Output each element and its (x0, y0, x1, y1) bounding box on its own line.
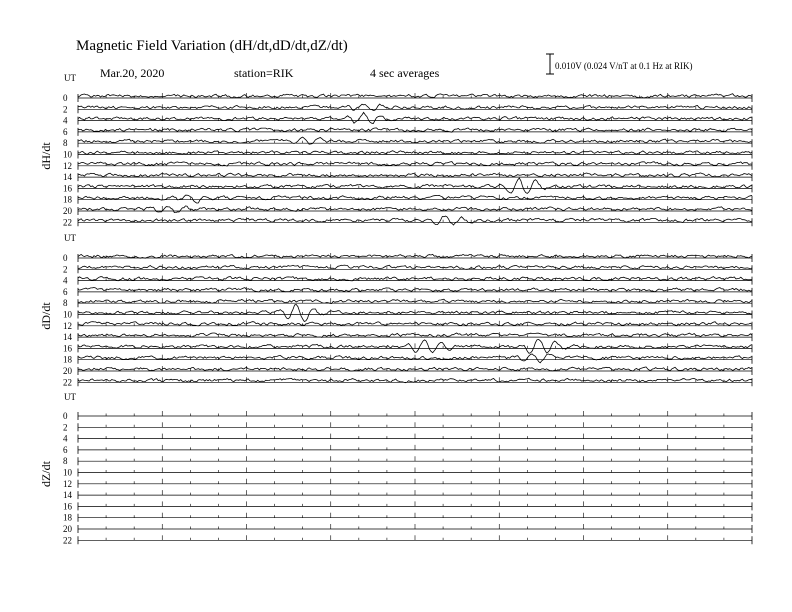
row-label-dd-10: 10 (63, 309, 72, 320)
row-label-dd-20: 20 (63, 366, 72, 376)
date-label: Mar.20, 2020 (100, 66, 165, 80)
row-label-dh-16: 16 (63, 183, 72, 194)
row-label-dz-16: 16 (63, 501, 72, 512)
row-label-dd-2: 2 (63, 264, 68, 275)
row-label-dh-10: 10 (63, 149, 72, 160)
row-label-dh-2: 2 (63, 104, 68, 115)
row-label-dd-6: 6 (63, 286, 68, 297)
row-label-dz-22: 22 (63, 535, 72, 546)
trace-dd-10 (78, 305, 752, 322)
row-label-dh-6: 6 (63, 126, 68, 137)
row-label-dz-14: 14 (63, 490, 72, 501)
row-label-dz-2: 2 (63, 422, 68, 433)
scale-bar-label: 0.010V (0.024 V/nT at 0.1 Hz at RIK) (555, 61, 693, 71)
row-label-dd-4: 4 (63, 275, 68, 286)
row-label-dz-8: 8 (63, 456, 68, 467)
row-label-dh-22: 22 (63, 217, 72, 228)
panel-label-dd: dD/dt (39, 302, 53, 330)
row-label-dh-12: 12 (63, 160, 72, 171)
row-label-dd-14: 14 (63, 332, 72, 343)
row-label-dd-16: 16 (63, 343, 72, 354)
row-label-dz-20: 20 (63, 524, 72, 534)
station-label: station=RIK (234, 66, 294, 80)
row-label-dd-22: 22 (63, 377, 72, 388)
row-label-dz-10: 10 (63, 467, 72, 478)
row-label-dh-8: 8 (63, 138, 68, 149)
panel-label-dh: dH/dt (39, 142, 53, 170)
row-label-dh-4: 4 (63, 115, 68, 126)
row-label-dd-0: 0 (63, 253, 68, 263)
row-label-dh-20: 20 (63, 206, 72, 216)
row-label-dz-18: 18 (63, 512, 72, 523)
row-label-dz-6: 6 (63, 444, 68, 455)
chart-title: Magnetic Field Variation (dH/dt,dD/dt,dZ/dt) (76, 38, 348, 54)
row-label-dz-12: 12 (63, 478, 72, 489)
row-label-dh-14: 14 (63, 172, 72, 183)
row-label-dd-18: 18 (63, 354, 72, 365)
ut-axis-label-dd: UT (64, 233, 76, 243)
ut-axis-label-dh: UT (64, 73, 76, 83)
ut-axis-label-dz: UT (64, 392, 76, 402)
row-label-dh-0: 0 (63, 93, 68, 103)
row-label-dz-4: 4 (63, 433, 68, 444)
panel-label-dz: dZ/dt (39, 461, 53, 487)
row-label-dh-18: 18 (63, 194, 72, 205)
row-label-dd-12: 12 (63, 320, 72, 331)
row-label-dd-8: 8 (63, 298, 68, 309)
row-label-dz-0: 0 (63, 411, 68, 421)
averaging-label: 4 sec averages (370, 66, 440, 80)
